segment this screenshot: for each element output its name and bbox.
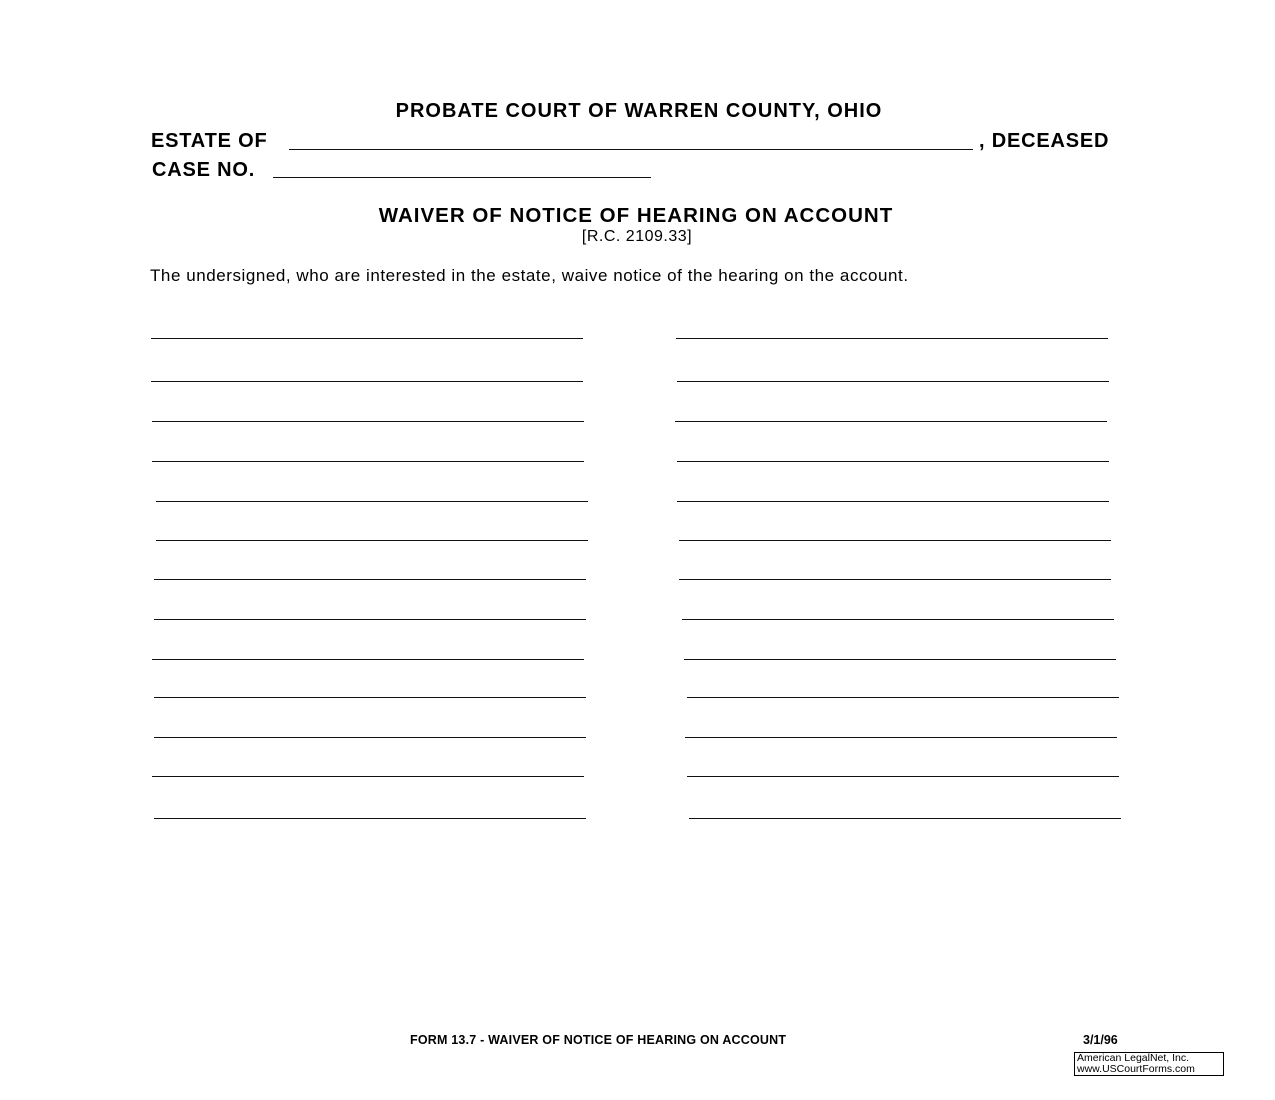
signature-line-right-11[interactable]	[685, 737, 1117, 738]
case-number-label: CASE NO.	[152, 159, 256, 181]
signature-line-right-9[interactable]	[684, 659, 1116, 660]
form-footer-title: FORM 13.7 - WAIVER OF NOTICE OF HEARING ON ACCOUNT	[410, 1033, 787, 1047]
estate-label: ESTATE OF	[151, 130, 268, 152]
signature-line-right-12[interactable]	[687, 776, 1119, 777]
signature-line-right-10[interactable]	[687, 697, 1119, 698]
signature-line-left-4[interactable]	[152, 461, 584, 462]
signature-line-left-11[interactable]	[154, 737, 586, 738]
signature-line-right-6[interactable]	[679, 540, 1111, 541]
case-number-field[interactable]	[273, 177, 651, 178]
signature-line-right-8[interactable]	[682, 619, 1114, 620]
signature-line-right-3[interactable]	[675, 421, 1107, 422]
signature-line-left-3[interactable]	[152, 421, 584, 422]
court-name: PROBATE COURT OF WARREN COUNTY, OHIO	[395, 100, 883, 122]
statute-reference: [R.C. 2109.33]	[581, 228, 693, 245]
signature-line-left-7[interactable]	[154, 579, 586, 580]
signature-line-right-4[interactable]	[677, 461, 1109, 462]
signature-line-right-1[interactable]	[676, 338, 1108, 339]
signature-line-left-8[interactable]	[154, 619, 586, 620]
form-title: WAIVER OF NOTICE OF HEARING ON ACCOUNT	[378, 204, 894, 227]
signature-line-left-1[interactable]	[151, 338, 583, 339]
publisher-name: American LegalNet, Inc.	[1077, 1052, 1190, 1064]
signature-line-right-2[interactable]	[677, 381, 1109, 382]
signature-line-left-6[interactable]	[156, 540, 588, 541]
signature-line-right-5[interactable]	[677, 501, 1109, 502]
signature-line-left-5[interactable]	[156, 501, 588, 502]
signature-line-left-13[interactable]	[154, 818, 586, 819]
signature-line-left-9[interactable]	[152, 659, 584, 660]
waiver-statement: The undersigned, who are interested in the estate, waive notice of the hearing on the account.	[150, 266, 909, 285]
deceased-label: , DECEASED	[979, 130, 1110, 152]
estate-name-field[interactable]	[289, 149, 973, 150]
signature-line-right-13[interactable]	[689, 818, 1121, 819]
publisher-url: www.USCourtForms.com	[1077, 1063, 1195, 1075]
revision-date: 3/1/96	[1083, 1033, 1118, 1047]
publisher-box	[1074, 1052, 1224, 1076]
signature-line-left-2[interactable]	[151, 381, 583, 382]
signature-line-left-10[interactable]	[154, 697, 586, 698]
signature-line-right-7[interactable]	[679, 579, 1111, 580]
signature-line-left-12[interactable]	[152, 776, 584, 777]
